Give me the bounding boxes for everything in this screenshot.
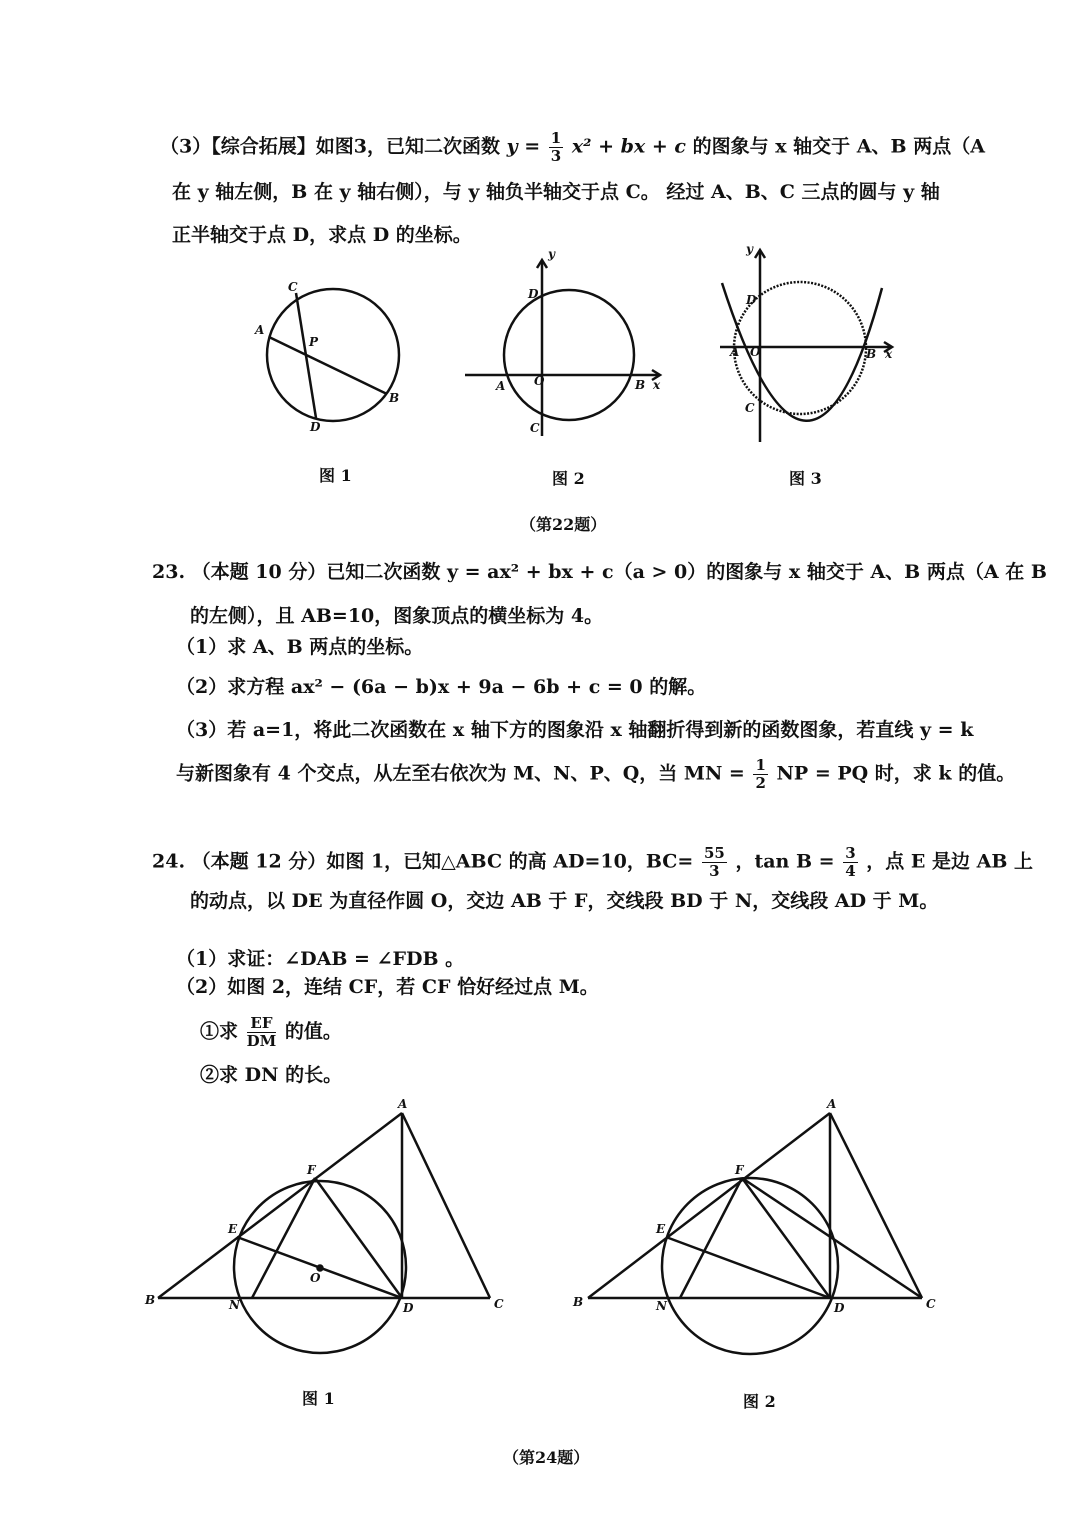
q23-frac-num: 1: [755, 756, 766, 774]
q22-p3-prefix: （3）【综合拓展】如图3，已知二次函数: [160, 135, 500, 158]
q24-fig1-label-n: N: [229, 1298, 240, 1312]
q24-tan-den: 4: [845, 862, 856, 880]
q24-fig2-label-c: C: [926, 1297, 936, 1311]
fig2-label-o: O: [534, 374, 545, 388]
q24-fig2-label-a: A: [827, 1097, 837, 1111]
q24-part2a: [200, 1016, 342, 1049]
q24-ef-num: EF: [247, 1016, 277, 1033]
q24-tan-label: ，tan B =: [735, 850, 835, 873]
q22-fig1-caption: 图 1: [319, 466, 352, 485]
q22-fig3-caption: 图 3: [789, 469, 822, 488]
q24-ef-dm-fraction: [247, 1016, 277, 1049]
q22-frac-num: 1: [550, 129, 562, 147]
fig3-label-c: C: [745, 401, 755, 415]
q23-part3-line2: [176, 758, 1015, 791]
q24-fig1-label-a: A: [398, 1097, 408, 1111]
q22-figure-3: [720, 242, 893, 442]
q23-fraction: [753, 758, 767, 791]
q24-line2: 的动点，以 DE 为直径作圆 O，交边 AB 于 F，交线段 BD 于 N，交线段 AD 于 M。: [190, 890, 939, 912]
q24-fig1-label-d: D: [403, 1301, 414, 1315]
fig3-label-b: B: [866, 347, 877, 361]
q24-line1: [152, 846, 1033, 879]
q24-bc-num: 55: [703, 844, 725, 862]
q24-fig2-label-d: D: [834, 1301, 845, 1315]
fig1-label-b: B: [389, 391, 400, 405]
q22-part3-line3: 正半轴交于点 D，求点 D 的坐标。: [172, 224, 472, 246]
q24-fig2-label-f: F: [735, 1163, 744, 1177]
q24-fig1-label-e: E: [228, 1222, 238, 1236]
fig3-label-a: A: [730, 345, 740, 359]
fig2-label-d: D: [528, 287, 539, 301]
q24-p2a-suffix: 的值。: [284, 1020, 342, 1043]
fig1-label-c: C: [288, 280, 298, 294]
q22-tag: （第22题）: [520, 515, 607, 534]
q24-line1-suffix: ，点 E 是边 AB 上: [866, 850, 1034, 873]
q24-part1: （1）求证：∠DAB = ∠FDB 。: [176, 948, 465, 970]
q24-tan-fraction: [843, 846, 857, 879]
q22-eq-rest: x² + bx + c: [571, 135, 686, 158]
q24-fig2-label-b: B: [573, 1295, 584, 1309]
q23-frac-den: 2: [755, 774, 766, 792]
q24-part2: （2）如图 2，连结 CF，若 CF 恰好经过点 M。: [176, 976, 599, 998]
q22-figure-2: [465, 247, 661, 436]
fig3-label-y: y: [746, 242, 753, 256]
q24-dm-den: DM: [246, 1032, 277, 1050]
fig3-label-o: O: [750, 345, 761, 359]
fig1-label-d: D: [310, 420, 321, 434]
q22-frac-den: 3: [550, 147, 562, 165]
q22-part3-line2: 在 y 轴左侧，B 在 y 轴右侧），与 y 轴负半轴交于点 C。 经过 A、B、C 三点的圆与 y 轴: [172, 181, 940, 203]
q24-fig1-label-o: O: [310, 1271, 321, 1285]
q24-fig1-caption: 图 1: [302, 1389, 335, 1408]
q23-part3: （3）若 a=1，将此二次函数在 x 轴下方的图象沿 x 轴翻折得到新的函数图象，若直线 y = k: [176, 719, 974, 741]
q22-fig2-caption: 图 2: [552, 469, 585, 488]
q24-figure-1: [144, 1097, 504, 1353]
q24-fig1-label-b: B: [145, 1293, 156, 1307]
q24-fig1-label-f: F: [307, 1163, 316, 1177]
q24-fig2-label-n: N: [656, 1299, 667, 1313]
fig2-label-a: A: [496, 379, 506, 393]
fig3-label-x: x: [885, 347, 893, 361]
fig1-label-p: P: [309, 335, 319, 349]
fig2-label-b: B: [635, 378, 646, 392]
q24-fig1-label-c: C: [494, 1297, 504, 1311]
q24-bc-den: 3: [709, 862, 720, 880]
q23-part1: （1）求 A、B 两点的坐标。: [176, 636, 424, 658]
q24-figure-2: [572, 1097, 936, 1354]
q24-p2a-prefix: ①求: [200, 1020, 239, 1043]
q24-bc-fraction: [702, 846, 727, 879]
q24-tag: （第24题）: [503, 1448, 590, 1467]
q24-fig2-caption: 图 2: [743, 1392, 776, 1411]
q24-line1-prefix: 24. （本题 12 分）如图 1，已知△ABC 的高 AD=10，BC=: [152, 850, 694, 873]
fig2-label-y: y: [548, 247, 555, 261]
q23-line1: 23. （本题 10 分）已知二次函数 y = ax² + bx + c（a > 0）的图象与 x 轴交于 A、B 两点（A 在 B: [152, 561, 1047, 583]
q23-line2: 的左侧），且 AB=10，图象顶点的横坐标为 4。: [190, 605, 604, 627]
q24-tan-num: 3: [845, 844, 856, 862]
fig2-label-c: C: [530, 421, 540, 435]
q23-part2: （2）求方程 ax² − (6a − b)x + 9a − 6b + c = 0 的解。: [176, 676, 707, 698]
q24-part2b: ②求 DN 的长。: [200, 1064, 343, 1086]
q22-figure-1: [254, 280, 399, 434]
fig1-label-a: A: [255, 323, 265, 337]
q22-eq-y: y =: [506, 135, 541, 158]
q22-p3-suffix: 的图象与 x 轴交于 A、B 两点（A: [692, 135, 985, 158]
q23-p3b-prefix: 与新图象有 4 个交点，从左至右依次为 M、N、P、Q，当 MN =: [176, 762, 745, 785]
q24-fig2-label-e: E: [656, 1222, 666, 1236]
q23-p3b-suffix: NP = PQ 时，求 k 的值。: [776, 762, 1016, 785]
fig2-label-x: x: [653, 378, 661, 392]
fig3-label-d: D: [746, 293, 757, 307]
